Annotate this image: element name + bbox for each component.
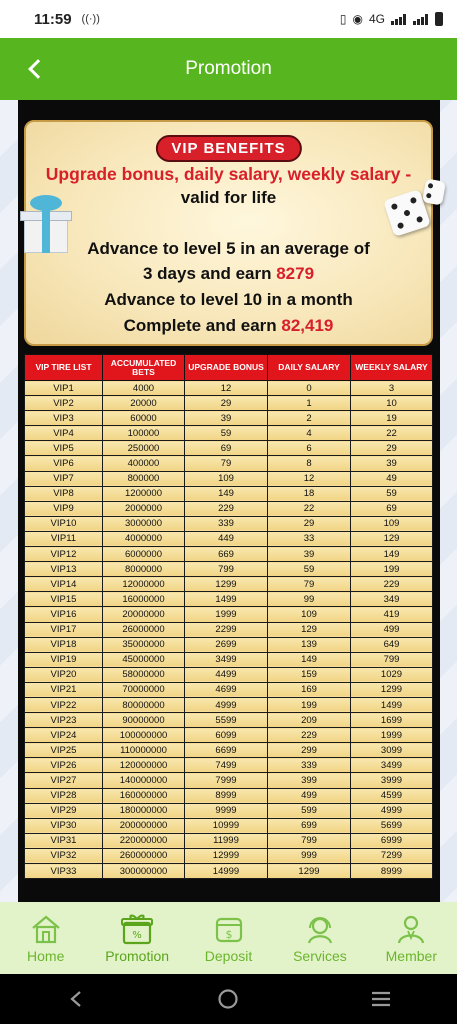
table-cell: 229 — [268, 728, 351, 743]
table-cell: 4499 — [185, 667, 268, 682]
table-cell: 7499 — [185, 758, 268, 773]
table-row — [25, 486, 433, 501]
table-cell: 3000000 — [103, 516, 185, 531]
table-cell: VIP6 — [25, 456, 103, 471]
nav-label-services: Services — [293, 947, 347, 964]
table-cell: 799 — [268, 833, 351, 848]
network-type: 4G — [368, 12, 385, 26]
battery-icon — [435, 12, 443, 26]
table-cell: 79 — [268, 577, 351, 592]
table-cell: VIP19 — [25, 652, 103, 667]
table-cell: 2299 — [185, 622, 268, 637]
table-cell: 4 — [268, 426, 351, 441]
home-icon — [29, 913, 63, 945]
table-cell: 29 — [268, 516, 351, 531]
table-cell: 3 — [351, 381, 433, 396]
table-cell: 159 — [268, 667, 351, 682]
table-cell: 12999 — [185, 848, 268, 863]
table-cell: 229 — [351, 577, 433, 592]
wifi-icon: ◉ — [352, 12, 363, 26]
earn-value-level5: 8279 — [276, 264, 315, 283]
table-cell: 399 — [268, 773, 351, 788]
wallet-dollar-icon — [212, 913, 246, 945]
table-cell: VIP18 — [25, 637, 103, 652]
table-cell: 18 — [268, 486, 351, 501]
table-row — [25, 547, 433, 562]
table-cell: 39 — [268, 547, 351, 562]
table-row — [25, 577, 433, 592]
table-cell: 12 — [268, 471, 351, 486]
table-cell: 109 — [185, 471, 268, 486]
table-cell: 9999 — [185, 803, 268, 818]
table-row — [25, 501, 433, 516]
table-cell: 16000000 — [103, 592, 185, 607]
table-cell: 8999 — [351, 864, 433, 879]
table-cell: 169 — [268, 682, 351, 697]
system-nav-bar — [0, 974, 457, 1024]
menu-lines-icon — [370, 990, 392, 1008]
table-cell: 1200000 — [103, 486, 185, 501]
table-cell: 699 — [268, 818, 351, 833]
table-cell: 1499 — [351, 697, 433, 712]
table-cell: VIP21 — [25, 682, 103, 697]
dice-icon-small — [422, 178, 446, 205]
table-cell: 100000000 — [103, 728, 185, 743]
table-cell: 60000 — [103, 411, 185, 426]
table-cell: 3499 — [185, 652, 268, 667]
table-cell: 7299 — [351, 848, 433, 863]
table-cell: 7999 — [185, 773, 268, 788]
table-cell: 3999 — [351, 773, 433, 788]
table-row — [25, 652, 433, 667]
table-row — [25, 682, 433, 697]
table-cell: 1999 — [351, 728, 433, 743]
table-cell: 12 — [185, 381, 268, 396]
vip-tier-table — [24, 354, 433, 879]
table-cell: VIP29 — [25, 803, 103, 818]
table-cell: 33 — [268, 531, 351, 546]
table-row — [25, 637, 433, 652]
back-button[interactable] — [18, 52, 52, 86]
table-cell: 59 — [351, 486, 433, 501]
table-cell: 140000000 — [103, 773, 185, 788]
table-row — [25, 728, 433, 743]
table-cell: 39 — [351, 456, 433, 471]
banner-line-4-text: 3 days and earn — [142, 264, 277, 283]
table-cell: VIP25 — [25, 743, 103, 758]
table-cell: 260000000 — [103, 848, 185, 863]
vip-benefits-badge: VIP BENEFITS — [155, 135, 301, 162]
system-back-button[interactable] — [56, 979, 96, 1019]
table-cell: 120000000 — [103, 758, 185, 773]
table-cell: 799 — [351, 652, 433, 667]
table-cell: 3099 — [351, 743, 433, 758]
table-cell: 109 — [351, 516, 433, 531]
table-cell: 999 — [268, 848, 351, 863]
table-cell: 4999 — [351, 803, 433, 818]
table-cell: 4999 — [185, 697, 268, 712]
table-cell: 12000000 — [103, 577, 185, 592]
table-cell: 69 — [351, 501, 433, 516]
table-row — [25, 758, 433, 773]
table-cell: VIP15 — [25, 592, 103, 607]
table-cell: 209 — [268, 713, 351, 728]
table-cell: 449 — [185, 531, 268, 546]
table-cell: 129 — [351, 531, 433, 546]
table-cell: 250000 — [103, 441, 185, 456]
table-cell: VIP4 — [25, 426, 103, 441]
table-cell: 6699 — [185, 743, 268, 758]
table-cell: 6000000 — [103, 547, 185, 562]
table-header-cell: UPGRADE BONUS — [185, 355, 268, 381]
table-cell: 8 — [268, 456, 351, 471]
table-cell: 1029 — [351, 667, 433, 682]
table-cell: 1299 — [351, 682, 433, 697]
system-recents-button[interactable] — [361, 979, 401, 1019]
table-cell: 160000000 — [103, 788, 185, 803]
table-cell: VIP27 — [25, 773, 103, 788]
table-row — [25, 441, 433, 456]
table-row — [25, 531, 433, 546]
promo-panel — [18, 100, 440, 902]
nav-member[interactable] — [366, 902, 457, 974]
table-cell: 69 — [185, 441, 268, 456]
table-cell: VIP32 — [25, 848, 103, 863]
table-cell: VIP2 — [25, 396, 103, 411]
status-time: 11:59 — [34, 10, 72, 28]
table-header-cell: WEEKLY SALARY — [351, 355, 433, 381]
table-row — [25, 788, 433, 803]
table-cell: VIP11 — [25, 531, 103, 546]
table-cell: 149 — [268, 652, 351, 667]
table-cell: 4699 — [185, 682, 268, 697]
page-title: Promotion — [185, 58, 272, 79]
table-cell: 1499 — [185, 592, 268, 607]
vip-benefits-banner — [24, 120, 433, 346]
table-cell: 35000000 — [103, 637, 185, 652]
table-cell: VIP20 — [25, 667, 103, 682]
table-row — [25, 848, 433, 863]
table-row — [25, 411, 433, 426]
table-cell: 29 — [351, 441, 433, 456]
table-cell: VIP23 — [25, 713, 103, 728]
table-row — [25, 803, 433, 818]
table-row — [25, 562, 433, 577]
table-cell: 3499 — [351, 758, 433, 773]
table-cell: 139 — [268, 637, 351, 652]
banner-line-5: Advance to level 10 in a month — [104, 290, 353, 309]
table-cell: 200000000 — [103, 818, 185, 833]
nav-services[interactable] — [274, 902, 365, 974]
table-cell: 11999 — [185, 833, 268, 848]
table-cell: 70000000 — [103, 682, 185, 697]
person-icon — [394, 913, 428, 945]
table-cell: VIP17 — [25, 622, 103, 637]
table-cell: 339 — [268, 758, 351, 773]
table-cell: VIP9 — [25, 501, 103, 516]
table-row — [25, 667, 433, 682]
headset-icon — [303, 913, 337, 945]
nav-label-home: Home — [27, 947, 65, 964]
table-cell: 5699 — [351, 818, 433, 833]
table-cell: 109 — [268, 607, 351, 622]
table-cell: 1 — [268, 396, 351, 411]
table-cell: 220000000 — [103, 833, 185, 848]
table-header-cell: ACCUMULATED BETS — [103, 355, 185, 381]
table-cell: 4000000 — [103, 531, 185, 546]
table-cell: 100000 — [103, 426, 185, 441]
table-cell: 1999 — [185, 607, 268, 622]
banner-line-2: valid for life — [180, 188, 277, 207]
banner-line-1: Upgrade bonus, daily salary, weekly salary - — [45, 164, 412, 184]
table-cell: 58000000 — [103, 667, 185, 682]
table-cell: 180000000 — [103, 803, 185, 818]
table-cell: 59 — [268, 562, 351, 577]
table-row — [25, 697, 433, 712]
table-cell: 1299 — [185, 577, 268, 592]
table-row — [25, 773, 433, 788]
table-row — [25, 381, 433, 396]
table-cell: 419 — [351, 607, 433, 622]
table-cell: 499 — [351, 622, 433, 637]
table-row — [25, 396, 433, 411]
table-cell: 800000 — [103, 471, 185, 486]
table-header-cell: DAILY SALARY — [268, 355, 351, 381]
table-row — [25, 471, 433, 486]
table-cell: 8999 — [185, 788, 268, 803]
table-cell: VIP12 — [25, 547, 103, 562]
table-body — [25, 381, 433, 879]
table-row — [25, 456, 433, 471]
table-cell: 400000 — [103, 456, 185, 471]
table-row — [25, 743, 433, 758]
table-cell: 90000000 — [103, 713, 185, 728]
table-cell: VIP14 — [25, 577, 103, 592]
table-cell: VIP7 — [25, 471, 103, 486]
table-cell: 19 — [351, 411, 433, 426]
table-cell: VIP8 — [25, 486, 103, 501]
system-home-button[interactable] — [208, 979, 248, 1019]
promotion-content[interactable] — [0, 100, 457, 902]
app-header — [0, 38, 457, 100]
table-row — [25, 622, 433, 637]
table-cell: VIP30 — [25, 818, 103, 833]
table-row — [25, 607, 433, 622]
table-row — [25, 833, 433, 848]
svg-text:%: % — [132, 929, 142, 941]
table-cell: 2000000 — [103, 501, 185, 516]
table-header-row — [25, 355, 433, 381]
table-cell: 339 — [185, 516, 268, 531]
banner-line-4 — [26, 264, 431, 284]
table-cell: 299 — [268, 743, 351, 758]
nav-home[interactable] — [0, 902, 91, 974]
table-cell: VIP28 — [25, 788, 103, 803]
table-cell: 300000000 — [103, 864, 185, 879]
table-cell: 6 — [268, 441, 351, 456]
gift-box-icon — [16, 195, 78, 253]
table-cell: 10999 — [185, 818, 268, 833]
table-cell: 649 — [351, 637, 433, 652]
table-cell: 229 — [185, 501, 268, 516]
table-cell: 129 — [268, 622, 351, 637]
table-cell: VIP10 — [25, 516, 103, 531]
signal-icon-2 — [413, 14, 429, 25]
table-cell: 199 — [268, 697, 351, 712]
chevron-left-icon — [28, 59, 48, 79]
table-cell: 199 — [351, 562, 433, 577]
table-cell: VIP22 — [25, 697, 103, 712]
nav-deposit[interactable] — [183, 902, 274, 974]
earn-value-level10: 82,419 — [281, 316, 334, 335]
chevron-left-icon — [69, 990, 83, 1008]
banner-line-6-text: Complete and earn — [123, 316, 282, 335]
nav-label-member: Member — [385, 947, 437, 964]
banner-line-6 — [26, 316, 431, 336]
table-cell: 149 — [351, 547, 433, 562]
table-cell: 59 — [185, 426, 268, 441]
svg-text:$: $ — [225, 927, 233, 941]
table-cell: 799 — [185, 562, 268, 577]
table-cell: VIP26 — [25, 758, 103, 773]
table-cell: 6999 — [351, 833, 433, 848]
table-cell: 1699 — [351, 713, 433, 728]
table-cell: 1299 — [268, 864, 351, 879]
table-cell: VIP1 — [25, 381, 103, 396]
signal-icon — [391, 14, 407, 25]
table-cell: 4000 — [103, 381, 185, 396]
table-cell: 2699 — [185, 637, 268, 652]
table-cell: 45000000 — [103, 652, 185, 667]
nav-label-promotion: Promotion — [105, 947, 170, 964]
table-cell: 4599 — [351, 788, 433, 803]
table-row — [25, 864, 433, 879]
nav-label-deposit: Deposit — [204, 947, 253, 964]
banner-line-3: Advance to level 5 in an average of — [87, 239, 370, 258]
table-cell: 5599 — [185, 713, 268, 728]
table-cell: 669 — [185, 547, 268, 562]
table-cell: VIP13 — [25, 562, 103, 577]
table-cell: VIP33 — [25, 864, 103, 879]
status-bar — [0, 0, 457, 38]
vibrate-icon: ▯ — [339, 12, 347, 26]
table-cell: VIP5 — [25, 441, 103, 456]
table-cell: 0 — [268, 381, 351, 396]
table-row — [25, 713, 433, 728]
table-cell: 6099 — [185, 728, 268, 743]
table-cell: 20000 — [103, 396, 185, 411]
table-cell: VIP24 — [25, 728, 103, 743]
table-cell: VIP16 — [25, 607, 103, 622]
table-cell: 29 — [185, 396, 268, 411]
table-cell: 2 — [268, 411, 351, 426]
status-icons — [340, 12, 443, 26]
table-cell: 8000000 — [103, 562, 185, 577]
hotspot-icon: ((·)) — [81, 13, 100, 25]
table-cell: 599 — [268, 803, 351, 818]
table-cell: 80000000 — [103, 697, 185, 712]
table-cell: 110000000 — [103, 743, 185, 758]
table-row — [25, 592, 433, 607]
table-cell: 22 — [268, 501, 351, 516]
table-cell: VIP31 — [25, 833, 103, 848]
nav-promotion[interactable] — [91, 902, 182, 974]
table-cell: 26000000 — [103, 622, 185, 637]
table-cell: VIP3 — [25, 411, 103, 426]
table-cell: 79 — [185, 456, 268, 471]
gift-percent-icon — [120, 913, 154, 945]
bottom-nav — [0, 902, 457, 974]
table-cell: 99 — [268, 592, 351, 607]
table-cell: 349 — [351, 592, 433, 607]
table-cell: 10 — [351, 396, 433, 411]
circle-home-icon — [217, 988, 239, 1010]
table-cell: 49 — [351, 471, 433, 486]
table-row — [25, 426, 433, 441]
table-header-cell: VIP TIRE LIST — [25, 355, 103, 381]
table-cell: 499 — [268, 788, 351, 803]
table-row — [25, 516, 433, 531]
table-row — [25, 818, 433, 833]
table-cell: 22 — [351, 426, 433, 441]
table-cell: 149 — [185, 486, 268, 501]
table-cell: 20000000 — [103, 607, 185, 622]
table-cell: 14999 — [185, 864, 268, 879]
table-cell: 39 — [185, 411, 268, 426]
